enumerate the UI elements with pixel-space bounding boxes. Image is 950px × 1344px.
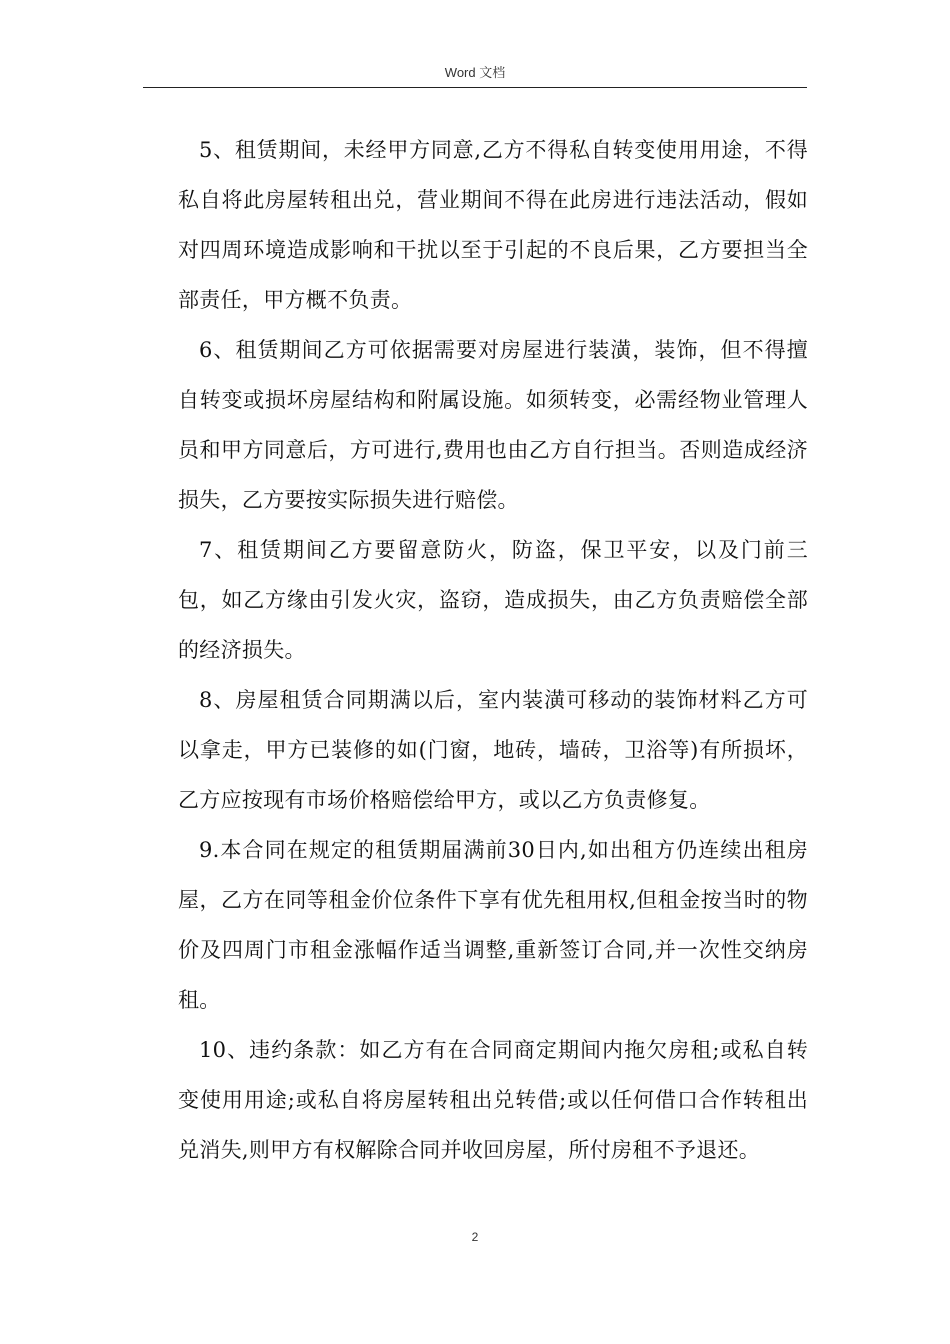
clause-6: 6、租赁期间乙方可依据需要对房屋进行装潢，装饰，但不得擅自转变或损坏房屋结构和附属设施。如须转变，必需经物业管理人员和甲方同意后，方可进行,费用也由乙方自行担当。否则造成经济损失，乙方要按实际损失进行赔偿。 (178, 338, 808, 512)
document-body (178, 125, 808, 1175)
header-divider (143, 87, 807, 88)
page-number: 2 (471, 1230, 479, 1244)
clause-7: 7、租赁期间乙方要留意防火，防盗，保卫平安，以及门前三包，如乙方缘由引发火灾，盗窃，造成损失，由乙方负责赔偿全部的经济损失。 (178, 538, 808, 662)
page-header: Word 文档 (444, 65, 506, 80)
clause-5: 5、租赁期间，未经甲方同意,乙方不得私自转变使用用途，不得私自将此房屋转租出兑，营业期间不得在此房进行违法活动，假如对四周环境造成影响和干扰以至于引起的不良后果，乙方要担当全部责任，甲方概不负责。 (178, 138, 808, 312)
clause-10: 10、违约条款：如乙方有在合同商定期间内拖欠房租;或私自转变使用用途;或私自将房屋转租出兑转借;或以任何借口合作转租出兑消失,则甲方有权解除合同并收回房屋，所付房租不予退还。 (178, 1038, 808, 1162)
clause-9: 9.本合同在规定的租赁期届满前30日内,如出租方仍连续出租房屋，乙方在同等租金价位条件下享有优先租用权,但租金按当时的物价及四周门市租金涨幅作适当调整,重新签订合同,并一次性交纳房租。 (178, 838, 808, 1012)
clause-8: 8、房屋租赁合同期满以后，室内装潢可移动的装饰材料乙方可以拿走，甲方已装修的如(门窗，地砖，墙砖，卫浴等)有所损坏，乙方应按现有市场价格赔偿给甲方，或以乙方负责修复。 (178, 688, 808, 812)
